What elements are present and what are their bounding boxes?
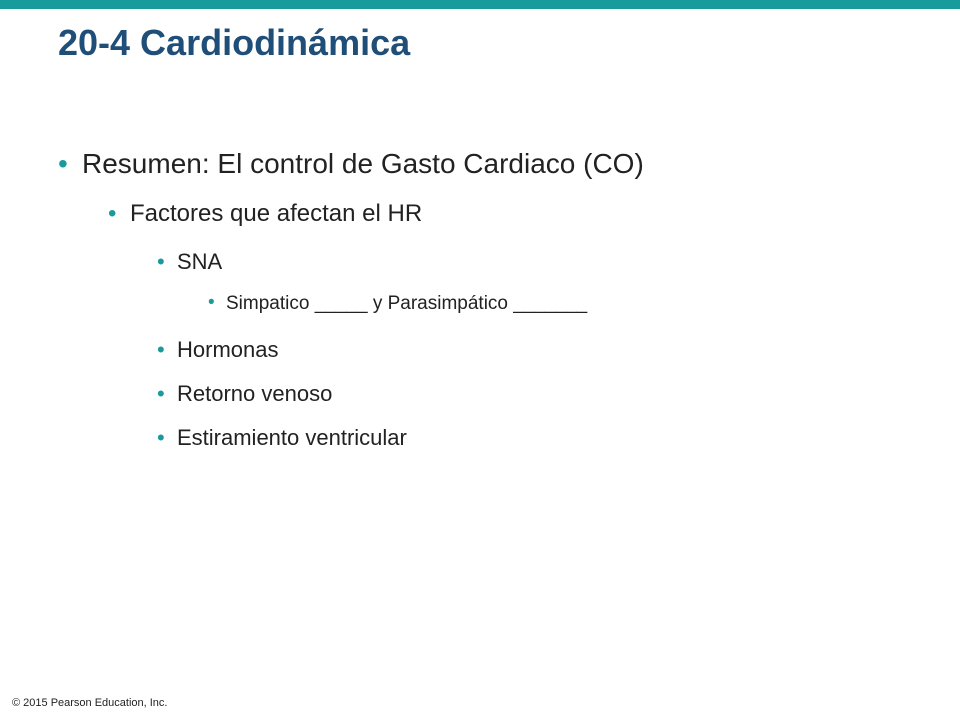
slide-title: 20-4 Cardiodinámica: [58, 22, 411, 63]
bullet-level4-autonomic: [208, 292, 588, 315]
bullet-text: Hormonas: [177, 337, 279, 362]
bullet-text: Retorno venoso: [177, 381, 333, 406]
bullet-level3-retorno: [157, 381, 333, 407]
bullet-text: Estiramiento ventricular: [177, 425, 407, 450]
bullet-dot-icon: •: [208, 292, 215, 313]
bullet-dot-icon: •: [157, 337, 165, 362]
bullet-level2-factors: [108, 200, 423, 228]
bullet-level3-hormonas: [157, 337, 279, 363]
bullet-text: Resumen: El control de Gasto Cardiaco (CO): [82, 148, 644, 179]
bullet-text: Factores que afectan el HR: [130, 200, 423, 227]
bullet-dot-icon: •: [108, 200, 117, 227]
bullet-dot-icon: •: [157, 381, 165, 406]
bullet-level3-sna: [157, 249, 223, 275]
bullet-text: Simpatico _____ y Parasimpático _______: [226, 293, 588, 314]
bullet-dot-icon: •: [157, 425, 165, 450]
bullet-dot-icon: •: [157, 249, 165, 274]
bullet-level3-estiramiento: [157, 425, 407, 451]
bullet-text: SNA: [177, 249, 223, 274]
bullet-dot-icon: •: [58, 148, 68, 179]
copyright-footer: © 2015 Pearson Education, Inc.: [12, 697, 168, 709]
bullet-level1-summary: [58, 148, 644, 180]
